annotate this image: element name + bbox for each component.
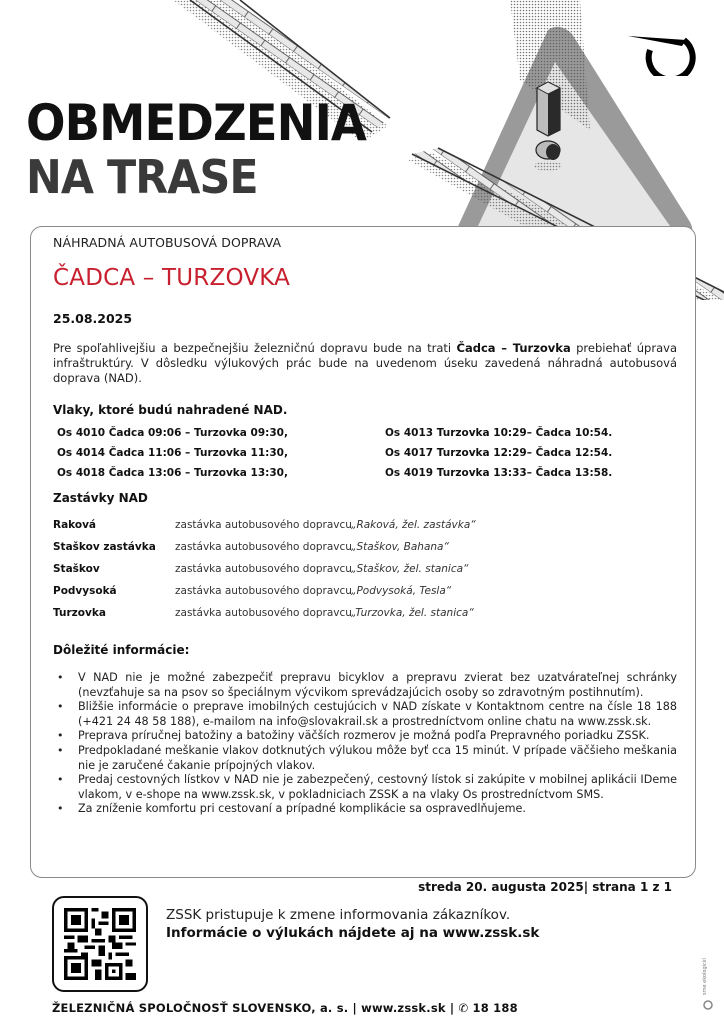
- train-item: Os 4018 Čadca 13:06 – Turzovka 13:30,: [57, 467, 288, 479]
- bullet-icon: •: [57, 700, 64, 714]
- info-text: Predpokladané meškanie vlakov dotknutých výlukou môže byť cca 15 minút. V prípade väčšieho meškania nie je zaručené čakanie prípojných vlakov.: [78, 743, 677, 772]
- stop-place: „Staškov, Bahana“: [351, 541, 449, 553]
- stop-place: „Podvysoká, Tesla“: [351, 585, 452, 597]
- stop-row: [53, 563, 677, 583]
- stop-desc: zastávka autobusového dopravcu: [175, 541, 352, 553]
- info-text: Preprava príručnej batožiny a batožiny väčších rozmerov je možná podľa Prepravného poriadku ZSSK.: [78, 729, 650, 743]
- bullet-icon: •: [57, 671, 64, 684]
- info-text: Predaj cestovných lístkov v NAD nie je zabezpečený, cestovný lístok si zakúpite v mobilnej aplikácii IDeme vlakom, v e-shope na www.zssk.sk, v pokladniciach ZSSK a na vlaky Os prostredníctvom SMS.: [78, 773, 677, 801]
- intro-paragraph: [53, 341, 677, 386]
- stop-name: Raková: [53, 519, 97, 531]
- promo-link-text[interactable]: Informácie o výlukách nájdete aj na www.zssk.sk: [166, 925, 540, 941]
- train-item: Os 4010 Čadca 09:06 – Turzovka 09:30,: [57, 427, 288, 439]
- bullet-icon: •: [57, 773, 64, 787]
- info-text: Bližšie informácie o preprave imobilných cestujúcich v NAD získate v Kontaktnom centre na čísle 18 188 (+421 24 48 58 188), e-mailom na info@slovakrail.sk a prostredníctvom online chatu na www.zssk.sk.: [78, 700, 677, 728]
- route-title: ČADCA – TURZOVKA: [53, 265, 291, 291]
- stop-name: Turzovka: [53, 607, 106, 619]
- company-footer: ŽELEZNIČNÁ SPOLOČNOSŤ SLOVENSKO, a. s. | www.zssk.sk | ✆ 18 188: [52, 1001, 518, 1015]
- intro-text-cont: prebiehať úprava infraštruktúry. V dôsledku výlukových prác bude na uvedenom úseku zavedená náhradná autobusová doprava (NAD).: [53, 341, 677, 385]
- stop-place: „Raková, žel. zastávka“: [351, 519, 476, 531]
- bullet-icon: •: [57, 802, 64, 816]
- intro-text: Pre spoľahlivejšiu a bezpečnejšiu železničnú dopravu bude na trati: [53, 341, 457, 355]
- stop-name: Staškov: [53, 563, 100, 575]
- stop-desc: zastávka autobusového dopravcu: [175, 519, 352, 531]
- notice-card: [30, 226, 696, 878]
- stop-desc: zastávka autobusového dopravcu: [175, 585, 352, 597]
- notice-category: NÁHRADNÁ AUTOBUSOVÁ DOPRAVA: [53, 235, 282, 250]
- info-item: [53, 729, 677, 744]
- info-text: Za zníženie komfortu pri cestovaní a prípadné komplikácie sa ospravedlňujeme.: [78, 802, 526, 816]
- info-item: [53, 744, 677, 773]
- stop-desc: zastávka autobusového dopravcu: [175, 607, 352, 619]
- train-item: Os 4019 Turzovka 13:33– Čadca 13:58.: [385, 467, 613, 479]
- stop-row: [53, 607, 677, 627]
- notice-date: 25.08.2025: [53, 311, 133, 326]
- trains-heading: Vlaky, ktoré budú nahradené NAD.: [53, 403, 288, 417]
- stop-name: Staškov zastávka: [53, 541, 156, 553]
- stop-row: [53, 585, 677, 605]
- info-item: [53, 773, 677, 802]
- train-item: Os 4014 Čadca 11:06 – Turzovka 11:30,: [57, 447, 288, 459]
- info-list: [53, 671, 677, 817]
- zssk-logo-icon: [624, 20, 700, 76]
- info-item: [53, 700, 677, 729]
- stop-desc: zastávka autobusového dopravcu: [175, 563, 352, 575]
- page-title-line2: NA TRASE: [26, 150, 258, 204]
- page-info: streda 20. augusta 2025| strana 1 z 1: [418, 880, 672, 894]
- info-item: [53, 671, 677, 700]
- info-heading: Dôležité informácie:: [53, 643, 190, 657]
- stops-heading: Zastávky NAD: [53, 491, 148, 505]
- stop-row: [53, 519, 677, 539]
- bullet-icon: •: [57, 729, 64, 743]
- train-item: Os 4017 Turzovka 12:29– Čadca 12:54.: [385, 447, 613, 459]
- stop-place: „Turzovka, žel. stanica“: [351, 607, 474, 619]
- qr-code-frame[interactable]: [52, 896, 148, 992]
- stop-place: „Staškov, žel. stanica“: [351, 563, 469, 575]
- qr-code-icon[interactable]: [64, 908, 136, 980]
- intro-route-bold: Čadca – Turzovka: [456, 341, 571, 355]
- train-item: Os 4013 Turzovka 10:29– Čadca 10:54.: [385, 427, 613, 439]
- stop-name: Podvysoká: [53, 585, 117, 597]
- bullet-icon: •: [57, 743, 64, 757]
- info-text: V NAD nie je možné zabezpečiť prepravu bicyklov a prepravu zvierat bez uzatvárateľnej schránky (nevzťahuje sa na psov so špeciálnym výcvikom sprevádzajúcich osoby so zdravotným postihnutím).: [78, 671, 677, 699]
- stop-row: [53, 541, 677, 561]
- promo-text: ZSSK pristupuje k zmene informovania zákazníkov.: [166, 907, 511, 923]
- info-item: [53, 802, 677, 817]
- page-title-line1: OBMEDZENIA: [26, 94, 367, 152]
- eco-label: sme ekologickí: [702, 957, 708, 995]
